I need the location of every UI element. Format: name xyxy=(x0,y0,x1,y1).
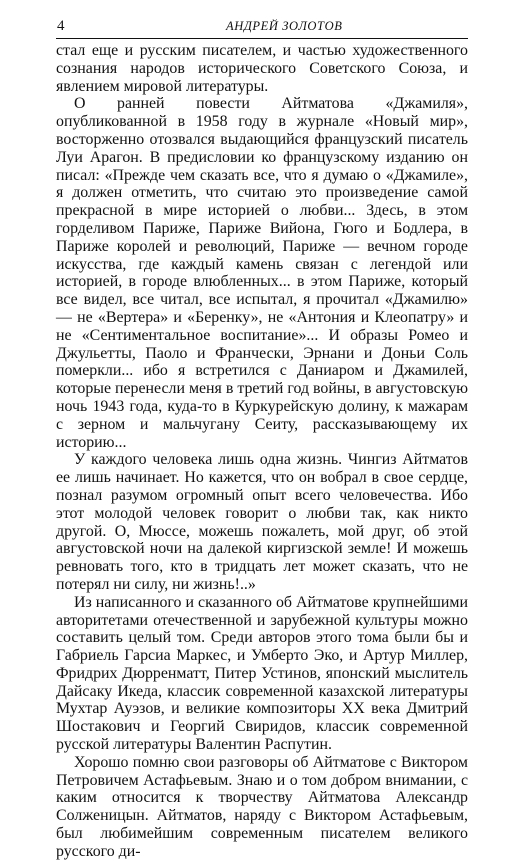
paragraph: Из написанного и сказанного об Айтматове крупнейшими авторитетами отечественной и зарубежной культуры можно составить целый том. Среди авторов этого тома были бы и Габриель Гарсиа Маркес, и Умберто Эко, и Артур Миллер, Фридрих Дюрренматт, Питер Устинов, японский мыслитель Дайсаку Икеда, классик современной казахской литературы Мухтар Ауэзов, и великие композиторы XX века Дмитрий Шостакович и Георгий Свиридов, классик современной русской литературы Валентин Распутин. xyxy=(56,593,468,754)
page-number: 4 xyxy=(57,18,65,34)
paragraph: стал еще и русским писателем, и частью художественного сознания народов исторического Советского Союза, и явлением мировой литературы. xyxy=(56,42,468,95)
header-rule xyxy=(56,38,468,39)
running-title: АНДРЕЙ ЗОЛОТОВ xyxy=(226,19,343,33)
body-text xyxy=(56,42,468,861)
running-head xyxy=(56,18,468,34)
paragraph: О ранней повести Айтматова «Джамиля», опубликованной в 1958 году в журнале «Новый мир», восторженно отозвался выдающийся французский писатель Луи Арагон. В предисловии ко французскому изданию он писал: «Прежде чем сказать все, что я думаю о «Джамиле», я должен отметить, что считаю это произведение самой прекрасной в мире историей о любви... Здесь, в этом горделивом Париже, Париже Вийона, Гюго и Бодлера, в Париже королей и революций, Париже — вечном городе искусства, где каждый камень связан с легендой или историей, в городе влюбленных... в этом Париже, который все видел, все читал, все испытал, я прочитал «Джамилю» — не «Вертера» и «Беренку», не «Антония и Клеопатру» и не «Сентиментальное воспитание»... И образы Ромео и Джульетты, Паоло и Франчески, Эрнани и Доньи Соль померкли... ибо я встретился с Даниаром и Джамилей, которые перенесли меня в третий год войны, в августовскую ночь 1943 года, куда-то в Куркурейскую долину, к мажарам с зерном и мальчугану Сеиту, рассказывающему их историю... xyxy=(56,95,469,451)
paragraph: Хорошо помню свои разговоры об Айтматове с Виктором Петровичем Астафьевым. Знаю и о том добром внимании, с каким относится к творчеству Айтматова Александр Солженицын. Айтматов, наряду с Виктором Астафьевым, был любимейшим современным писателем великого русского ди- xyxy=(56,753,468,860)
paragraph: У каждого человека лишь одна жизнь. Чингиз Айтматов ее лишь начинает. Но кажется, что он вобрал в свое сердце, познал разумом огромный опыт всего человечества. Ибо этот молодой человек говорит о любви так, как никто другой. О, Мюссе, можешь пожалеть, мой друг, об этой августовской ночи на далекой киргизской земле! И можешь ревновать того, кто в тридцать лет может сказать, что не потерял ни силу, ни жизнь!..» xyxy=(56,451,468,593)
